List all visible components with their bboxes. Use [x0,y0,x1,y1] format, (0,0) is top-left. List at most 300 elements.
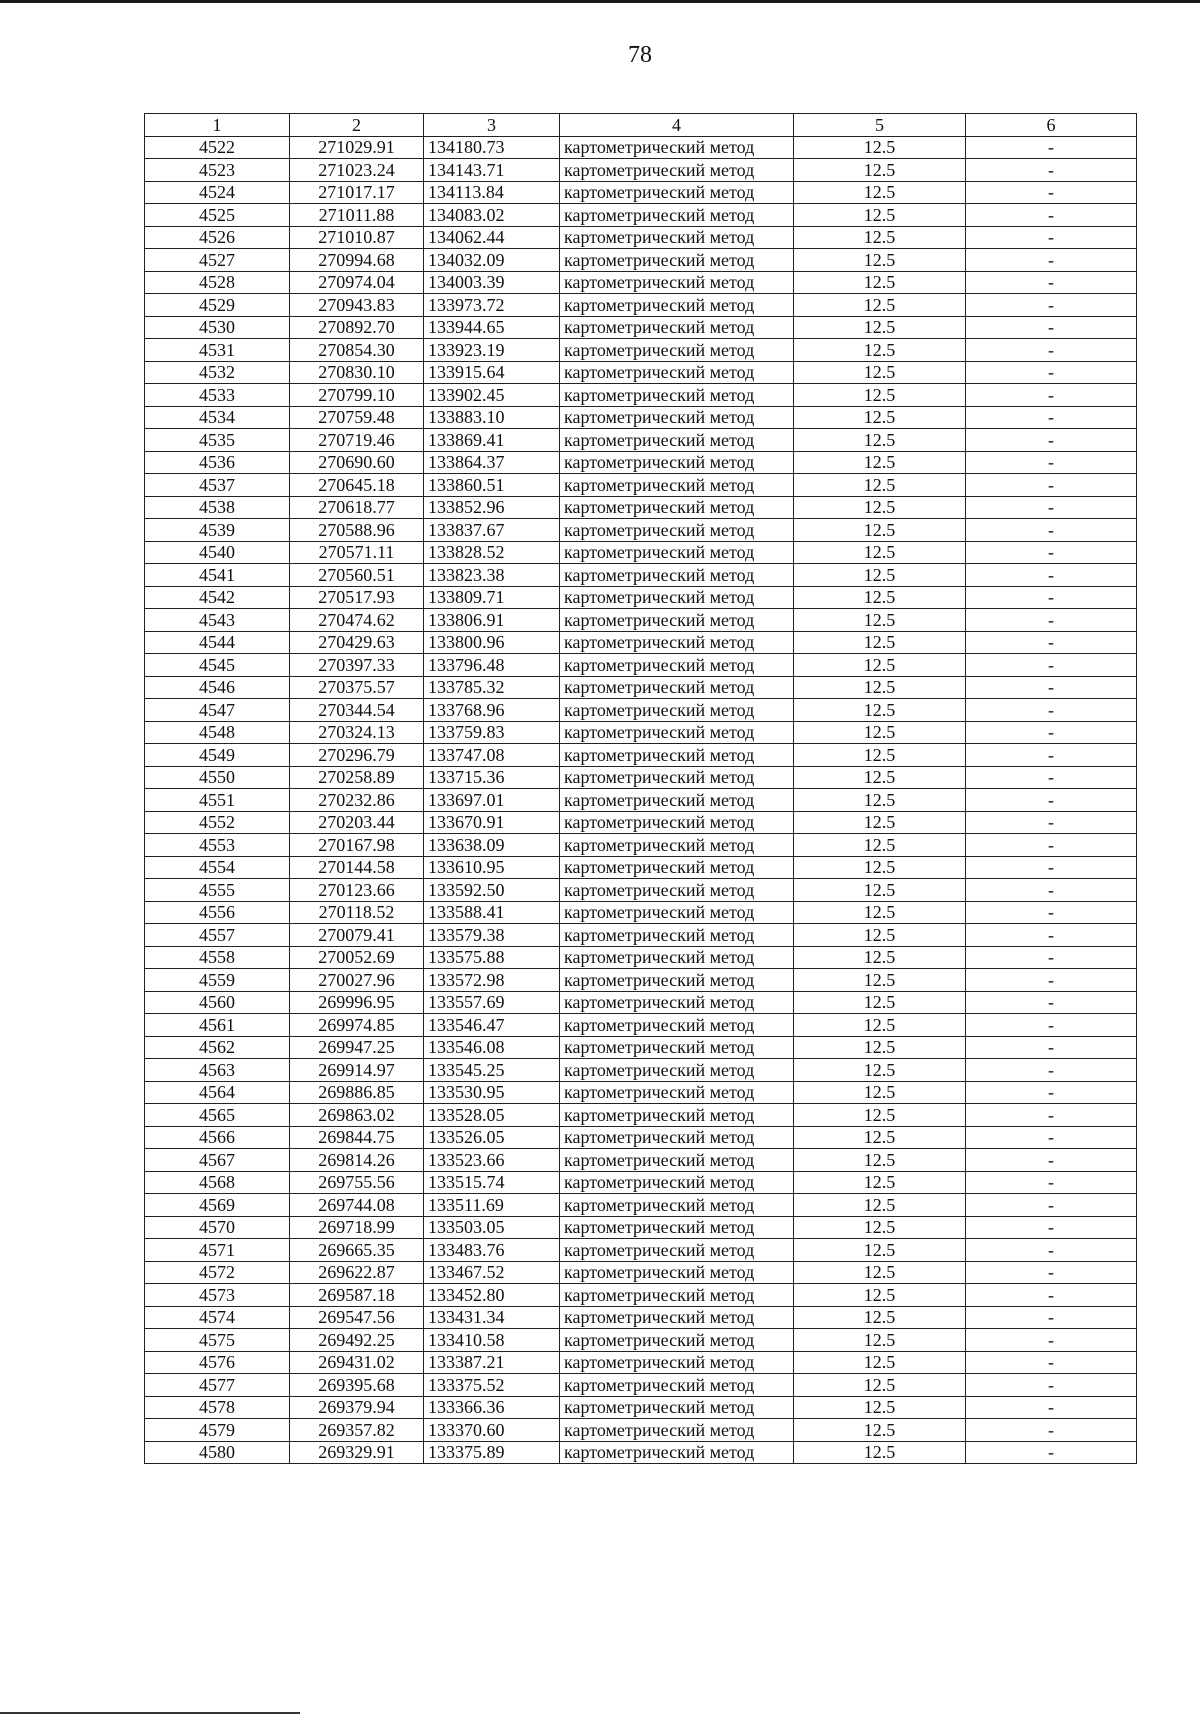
table-row [145,744,1137,767]
x-coordinate-cell: 270258.89 [290,766,424,789]
point-number-cell: 4553 [145,834,290,857]
note-cell: - [966,271,1137,294]
point-number-cell: 4522 [145,136,290,159]
note-cell: - [966,1149,1137,1172]
note-cell: - [966,654,1137,677]
note-cell: - [966,879,1137,902]
method-cell: картометрический метод [560,249,794,272]
page-number: 78 [628,42,652,68]
point-number-cell: 4525 [145,204,290,227]
y-coordinate-cell: 133806.91 [424,609,560,632]
note-cell: - [966,811,1137,834]
note-cell: - [966,249,1137,272]
y-coordinate-cell: 134113.84 [424,181,560,204]
method-cell: картометрический метод [560,1374,794,1397]
method-cell: картометрический метод [560,429,794,452]
table-row [145,991,1137,1014]
y-coordinate-cell: 133800.96 [424,631,560,654]
x-coordinate-cell: 269329.91 [290,1441,424,1464]
x-coordinate-cell: 269431.02 [290,1351,424,1374]
table-row [145,1239,1137,1262]
accuracy-cell: 12.5 [794,586,966,609]
column-header-2: 2 [290,114,424,137]
y-coordinate-cell: 133837.67 [424,519,560,542]
point-number-cell: 4556 [145,901,290,924]
x-coordinate-cell: 270719.46 [290,429,424,452]
table-row [145,429,1137,452]
table-row [145,474,1137,497]
x-coordinate-cell: 269587.18 [290,1284,424,1307]
x-coordinate-cell: 269357.82 [290,1419,424,1442]
point-number-cell: 4571 [145,1239,290,1262]
method-cell: картометрический метод [560,654,794,677]
accuracy-cell: 12.5 [794,1059,966,1082]
y-coordinate-cell: 133796.48 [424,654,560,677]
method-cell: картометрический метод [560,924,794,947]
table-row [145,631,1137,654]
x-coordinate-cell: 270994.68 [290,249,424,272]
accuracy-cell: 12.5 [794,564,966,587]
y-coordinate-cell: 133828.52 [424,541,560,564]
y-coordinate-cell: 133546.08 [424,1036,560,1059]
accuracy-cell: 12.5 [794,1126,966,1149]
bottom-border-line [0,1712,300,1714]
accuracy-cell: 12.5 [794,181,966,204]
y-coordinate-cell: 133579.38 [424,924,560,947]
point-number-cell: 4555 [145,879,290,902]
method-cell: картометрический метод [560,564,794,587]
table-row [145,384,1137,407]
table-row [145,1036,1137,1059]
method-cell: картометрический метод [560,856,794,879]
accuracy-cell: 12.5 [794,1329,966,1352]
point-number-cell: 4550 [145,766,290,789]
accuracy-cell: 12.5 [794,429,966,452]
x-coordinate-cell: 271017.17 [290,181,424,204]
accuracy-cell: 12.5 [794,1014,966,1037]
point-number-cell: 4543 [145,609,290,632]
accuracy-cell: 12.5 [794,1261,966,1284]
table-header [145,114,1137,137]
method-cell: картометрический метод [560,1239,794,1262]
accuracy-cell: 12.5 [794,1284,966,1307]
table-row [145,879,1137,902]
column-header-6: 6 [966,114,1137,137]
point-number-cell: 4557 [145,924,290,947]
table-row [145,1081,1137,1104]
method-cell: картометрический метод [560,721,794,744]
table-row [145,946,1137,969]
point-number-cell: 4569 [145,1194,290,1217]
method-cell: картометрический метод [560,879,794,902]
accuracy-cell: 12.5 [794,654,966,677]
method-cell: картометрический метод [560,339,794,362]
note-cell: - [966,429,1137,452]
y-coordinate-cell: 133610.95 [424,856,560,879]
x-coordinate-cell: 270974.04 [290,271,424,294]
point-number-cell: 4562 [145,1036,290,1059]
y-coordinate-cell: 133747.08 [424,744,560,767]
y-coordinate-cell: 133366.36 [424,1396,560,1419]
y-coordinate-cell: 133823.38 [424,564,560,587]
accuracy-cell: 12.5 [794,316,966,339]
point-number-cell: 4541 [145,564,290,587]
y-coordinate-cell: 133387.21 [424,1351,560,1374]
table-row [145,339,1137,362]
header-row [145,114,1137,137]
accuracy-cell: 12.5 [794,1104,966,1127]
column-header-1: 1 [145,114,290,137]
table-row [145,159,1137,182]
x-coordinate-cell: 271011.88 [290,204,424,227]
method-cell: картометрический метод [560,834,794,857]
accuracy-cell: 12.5 [794,1194,966,1217]
table-row [145,541,1137,564]
point-number-cell: 4551 [145,789,290,812]
table-row [145,1396,1137,1419]
table-row [145,586,1137,609]
y-coordinate-cell: 133638.09 [424,834,560,857]
point-number-cell: 4537 [145,474,290,497]
accuracy-cell: 12.5 [794,249,966,272]
y-coordinate-cell: 133523.66 [424,1149,560,1172]
y-coordinate-cell: 134143.71 [424,159,560,182]
method-cell: картометрический метод [560,294,794,317]
x-coordinate-cell: 269755.56 [290,1171,424,1194]
note-cell: - [966,1374,1137,1397]
y-coordinate-cell: 133572.98 [424,969,560,992]
note-cell: - [966,1104,1137,1127]
x-coordinate-cell: 270571.11 [290,541,424,564]
x-coordinate-cell: 270690.60 [290,451,424,474]
method-cell: картометрический метод [560,631,794,654]
y-coordinate-cell: 133883.10 [424,406,560,429]
x-coordinate-cell: 269863.02 [290,1104,424,1127]
note-cell: - [966,384,1137,407]
y-coordinate-cell: 134032.09 [424,249,560,272]
y-coordinate-cell: 133715.36 [424,766,560,789]
point-number-cell: 4575 [145,1329,290,1352]
y-coordinate-cell: 134003.39 [424,271,560,294]
y-coordinate-cell: 133370.60 [424,1419,560,1442]
accuracy-cell: 12.5 [794,1396,966,1419]
note-cell: - [966,519,1137,542]
accuracy-cell: 12.5 [794,1171,966,1194]
point-number-cell: 4554 [145,856,290,879]
table-row [145,789,1137,812]
accuracy-cell: 12.5 [794,294,966,317]
accuracy-cell: 12.5 [794,856,966,879]
x-coordinate-cell: 270118.52 [290,901,424,924]
accuracy-cell: 12.5 [794,699,966,722]
table-row [145,1306,1137,1329]
table-row [145,1059,1137,1082]
y-coordinate-cell: 133588.41 [424,901,560,924]
point-number-cell: 4577 [145,1374,290,1397]
x-coordinate-cell: 269844.75 [290,1126,424,1149]
note-cell: - [966,406,1137,429]
y-coordinate-cell: 133785.32 [424,676,560,699]
note-cell: - [966,789,1137,812]
note-cell: - [966,946,1137,969]
x-coordinate-cell: 270517.93 [290,586,424,609]
x-coordinate-cell: 271029.91 [290,136,424,159]
x-coordinate-cell: 269974.85 [290,1014,424,1037]
point-number-cell: 4560 [145,991,290,1014]
method-cell: картометрический метод [560,361,794,384]
table-row [145,1284,1137,1307]
accuracy-cell: 12.5 [794,361,966,384]
accuracy-cell: 12.5 [794,969,966,992]
table-body [145,136,1137,1464]
x-coordinate-cell: 269622.87 [290,1261,424,1284]
method-cell: картометрический метод [560,1284,794,1307]
coordinates-table [144,113,1137,1464]
y-coordinate-cell: 133526.05 [424,1126,560,1149]
note-cell: - [966,1329,1137,1352]
x-coordinate-cell: 270324.13 [290,721,424,744]
note-cell: - [966,1441,1137,1464]
point-number-cell: 4579 [145,1419,290,1442]
accuracy-cell: 12.5 [794,789,966,812]
table-row [145,226,1137,249]
accuracy-cell: 12.5 [794,631,966,654]
method-cell: картометрический метод [560,1081,794,1104]
x-coordinate-cell: 270943.83 [290,294,424,317]
note-cell: - [966,1351,1137,1374]
table-row [145,519,1137,542]
note-cell: - [966,136,1137,159]
point-number-cell: 4559 [145,969,290,992]
note-cell: - [966,699,1137,722]
point-number-cell: 4564 [145,1081,290,1104]
method-cell: картометрический метод [560,811,794,834]
y-coordinate-cell: 133697.01 [424,789,560,812]
accuracy-cell: 12.5 [794,1216,966,1239]
x-coordinate-cell: 269947.25 [290,1036,424,1059]
accuracy-cell: 12.5 [794,406,966,429]
column-header-5: 5 [794,114,966,137]
x-coordinate-cell: 270618.77 [290,496,424,519]
table-row [145,136,1137,159]
y-coordinate-cell: 133452.80 [424,1284,560,1307]
x-coordinate-cell: 269547.56 [290,1306,424,1329]
point-number-cell: 4558 [145,946,290,969]
y-coordinate-cell: 134083.02 [424,204,560,227]
note-cell: - [966,609,1137,632]
point-number-cell: 4540 [145,541,290,564]
x-coordinate-cell: 270123.66 [290,879,424,902]
method-cell: картометрический метод [560,1149,794,1172]
y-coordinate-cell: 133511.69 [424,1194,560,1217]
table-row [145,766,1137,789]
method-cell: картометрический метод [560,1126,794,1149]
note-cell: - [966,204,1137,227]
table-row [145,654,1137,677]
x-coordinate-cell: 270375.57 [290,676,424,699]
table-row [145,204,1137,227]
note-cell: - [966,1216,1137,1239]
note-cell: - [966,924,1137,947]
y-coordinate-cell: 133915.64 [424,361,560,384]
method-cell: картометрический метод [560,159,794,182]
note-cell: - [966,991,1137,1014]
y-coordinate-cell: 133759.83 [424,721,560,744]
accuracy-cell: 12.5 [794,1239,966,1262]
method-cell: картометрический метод [560,1306,794,1329]
x-coordinate-cell: 270144.58 [290,856,424,879]
note-cell: - [966,564,1137,587]
point-number-cell: 4572 [145,1261,290,1284]
y-coordinate-cell: 133431.34 [424,1306,560,1329]
table-row [145,924,1137,947]
table-row [145,1194,1137,1217]
accuracy-cell: 12.5 [794,744,966,767]
accuracy-cell: 12.5 [794,879,966,902]
note-cell: - [966,1126,1137,1149]
table-row [145,1126,1137,1149]
method-cell: картометрический метод [560,901,794,924]
note-cell: - [966,1081,1137,1104]
method-cell: картометрический метод [560,1329,794,1352]
accuracy-cell: 12.5 [794,1081,966,1104]
table-row [145,406,1137,429]
accuracy-cell: 12.5 [794,1374,966,1397]
method-cell: картометрический метод [560,1261,794,1284]
point-number-cell: 4547 [145,699,290,722]
accuracy-cell: 12.5 [794,609,966,632]
y-coordinate-cell: 133528.05 [424,1104,560,1127]
method-cell: картометрический метод [560,946,794,969]
accuracy-cell: 12.5 [794,991,966,1014]
note-cell: - [966,496,1137,519]
note-cell: - [966,294,1137,317]
note-cell: - [966,1284,1137,1307]
accuracy-cell: 12.5 [794,946,966,969]
accuracy-cell: 12.5 [794,474,966,497]
y-coordinate-cell: 133575.88 [424,946,560,969]
note-cell: - [966,969,1137,992]
y-coordinate-cell: 133530.95 [424,1081,560,1104]
x-coordinate-cell: 271010.87 [290,226,424,249]
method-cell: картометрический метод [560,451,794,474]
note-cell: - [966,1036,1137,1059]
y-coordinate-cell: 133768.96 [424,699,560,722]
table-row [145,969,1137,992]
table-row [145,1104,1137,1127]
x-coordinate-cell: 270296.79 [290,744,424,767]
table-row [145,316,1137,339]
y-coordinate-cell: 133375.52 [424,1374,560,1397]
table-row [145,1014,1137,1037]
table-row [145,1419,1137,1442]
table-row [145,811,1137,834]
accuracy-cell: 12.5 [794,1351,966,1374]
point-number-cell: 4548 [145,721,290,744]
method-cell: картометрический метод [560,1216,794,1239]
method-cell: картометрический метод [560,744,794,767]
point-number-cell: 4561 [145,1014,290,1037]
method-cell: картометрический метод [560,204,794,227]
accuracy-cell: 12.5 [794,496,966,519]
accuracy-cell: 12.5 [794,339,966,362]
y-coordinate-cell: 133670.91 [424,811,560,834]
x-coordinate-cell: 269744.08 [290,1194,424,1217]
accuracy-cell: 12.5 [794,721,966,744]
point-number-cell: 4539 [145,519,290,542]
point-number-cell: 4549 [145,744,290,767]
y-coordinate-cell: 133809.71 [424,586,560,609]
table-row [145,1261,1137,1284]
x-coordinate-cell: 269914.97 [290,1059,424,1082]
table-row [145,1441,1137,1464]
method-cell: картометрический метод [560,406,794,429]
method-cell: картометрический метод [560,969,794,992]
y-coordinate-cell: 133860.51 [424,474,560,497]
point-number-cell: 4552 [145,811,290,834]
method-cell: картометрический метод [560,496,794,519]
y-coordinate-cell: 133923.19 [424,339,560,362]
point-number-cell: 4524 [145,181,290,204]
table-row [145,609,1137,632]
method-cell: картометрический метод [560,1419,794,1442]
method-cell: картометрический метод [560,1396,794,1419]
x-coordinate-cell: 270588.96 [290,519,424,542]
table-row [145,451,1137,474]
x-coordinate-cell: 270203.44 [290,811,424,834]
x-coordinate-cell: 270079.41 [290,924,424,947]
accuracy-cell: 12.5 [794,541,966,564]
x-coordinate-cell: 270830.10 [290,361,424,384]
accuracy-cell: 12.5 [794,519,966,542]
table-row [145,496,1137,519]
method-cell: картометрический метод [560,181,794,204]
note-cell: - [966,181,1137,204]
note-cell: - [966,1014,1137,1037]
method-cell: картометрический метод [560,1351,794,1374]
note-cell: - [966,1396,1137,1419]
note-cell: - [966,541,1137,564]
top-border-line [0,0,1200,3]
note-cell: - [966,721,1137,744]
y-coordinate-cell: 133902.45 [424,384,560,407]
accuracy-cell: 12.5 [794,1306,966,1329]
method-cell: картометрический метод [560,271,794,294]
accuracy-cell: 12.5 [794,1419,966,1442]
note-cell: - [966,1171,1137,1194]
x-coordinate-cell: 270645.18 [290,474,424,497]
note-cell: - [966,586,1137,609]
note-cell: - [966,1059,1137,1082]
table-row [145,699,1137,722]
accuracy-cell: 12.5 [794,1149,966,1172]
point-number-cell: 4535 [145,429,290,452]
point-number-cell: 4567 [145,1149,290,1172]
y-coordinate-cell: 134180.73 [424,136,560,159]
y-coordinate-cell: 133375.89 [424,1441,560,1464]
x-coordinate-cell: 270799.10 [290,384,424,407]
point-number-cell: 4544 [145,631,290,654]
x-coordinate-cell: 271023.24 [290,159,424,182]
table-row [145,676,1137,699]
column-header-3: 3 [424,114,560,137]
x-coordinate-cell: 270397.33 [290,654,424,677]
note-cell: - [966,361,1137,384]
table-row [145,1149,1137,1172]
y-coordinate-cell: 133483.76 [424,1239,560,1262]
x-coordinate-cell: 269395.68 [290,1374,424,1397]
accuracy-cell: 12.5 [794,271,966,294]
